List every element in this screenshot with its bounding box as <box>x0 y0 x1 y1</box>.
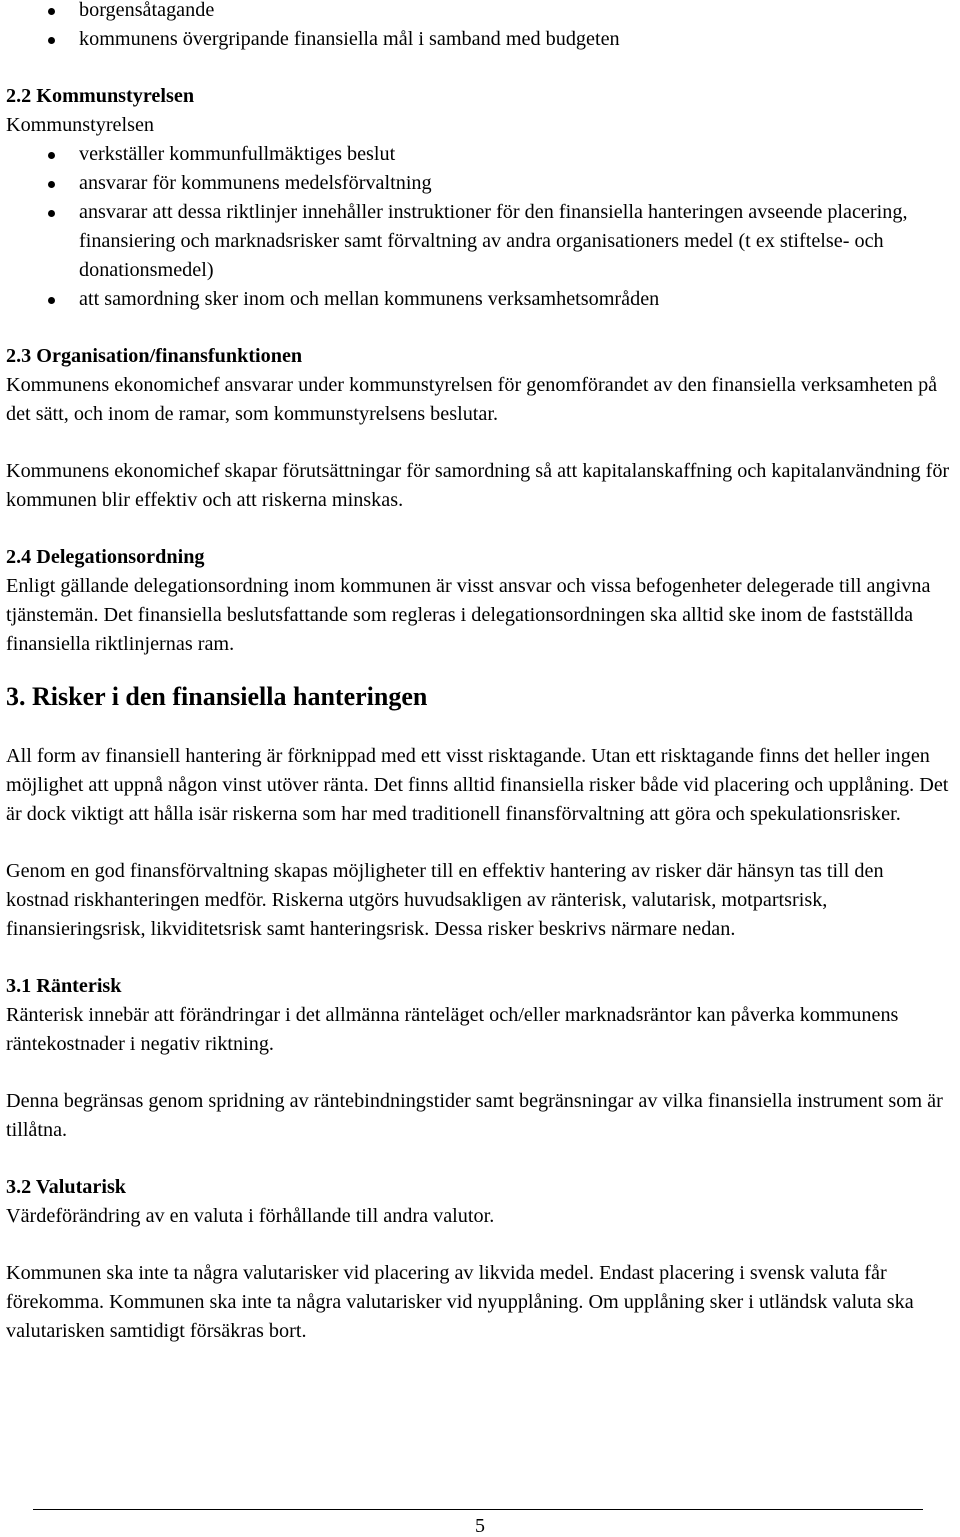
paragraph: Genom en god finansförvaltning skapas möjligheter till en effektiv hantering av risker där hänsyn tas till den kostnad riskhanteringen medför. Riskerna utgörs huvudsakligen av ränterisk, valutarisk, motpartsrisk, finansieringsrisk, likviditetsrisk samt hanteringsrisk. Dessa risker beskrivs närmare nedan. <box>6 860 884 940</box>
list-item: att samordning sker inom och mellan kommunens verksamhetsområden <box>6 285 950 314</box>
bullet-list-responsibilities <box>6 140 950 314</box>
paragraph: Kommunen ska inte ta några valutarisker vid placering av likvida medel. Endast placering i svensk valuta får förekomma. Kommunen ska inte ta några valutarisker vid nyupplåning. Om upplåning sker i utländsk valuta ska valutarisken samtidigt försäkras bort. <box>6 1262 914 1342</box>
page-number: 5 <box>475 1515 485 1537</box>
list-item: kommunens övergripande finansiella mål i samband med budgeten <box>6 25 950 54</box>
paragraph: Värdeförändring av en valuta i förhållande till andra valutor. <box>6 1205 495 1227</box>
list-item: ansvarar att dessa riktlinjer innehåller instruktioner för den finansiella hanteringen avseende placering, finansiering och marknadsrisker samt förvaltning av andra organisationers medel (t ex stiftelse- och donationsmedel) <box>6 198 950 285</box>
paragraph: Ränterisk innebär att förändringar i det allmänna ränteläget och/eller marknadsräntor kan påverka kommunens räntekostnader i negativ riktning. <box>6 1004 899 1055</box>
paragraph: Denna begränsas genom spridning av räntebindningstider samt begränsningar av vilka finansiella instrument som är tillåtna. <box>6 1090 943 1141</box>
bullet-list-top <box>6 0 950 54</box>
section-heading-2-4: 2.4 Delegationsordning <box>6 546 205 568</box>
paragraph: Kommunens ekonomichef ansvarar under kommunstyrelsen för genomförandet av den finansiella verksamheten på det sätt, och inom de ramar, som kommunstyrelsens beslutar. <box>6 374 938 425</box>
section-heading-2-3: 2.3 Organisation/finansfunktionen <box>6 345 303 367</box>
paragraph: All form av finansiell hantering är förknippad med ett visst risktagande. Utan ett risktagande finns det heller ingen möjlighet att uppnå någon vinst utöver ränta. Det finns alltid finansiella risker både vid placering och upplåning. Det är dock viktigt att hålla isär riskerna som har med traditionell finansförvaltning att göra och spekulationsrisker. <box>6 745 949 825</box>
list-item: borgensåtagande <box>6 0 950 25</box>
footer-rule <box>33 1509 923 1510</box>
section-intro: Kommunstyrelsen <box>6 114 155 136</box>
list-item: verkställer kommunfullmäktiges beslut <box>6 140 950 169</box>
paragraph: Enligt gällande delegationsordning inom kommunen är visst ansvar och vissa befogenheter delegerade till angivna tjänstemän. Det finansiella beslutsfattande som regleras i delegationsordningen ska alltid ske inom de fastställda finansiella riktlinjernas ram. <box>6 575 931 655</box>
section-heading-3-2: 3.2 Valutarisk <box>6 1176 127 1198</box>
list-item: ansvarar för kommunens medelsförvaltning <box>6 169 950 198</box>
document-page <box>6 0 950 1346</box>
paragraph: Kommunens ekonomichef skapar förutsättningar för samordning så att kapitalanskaffning och kapitalanvändning för kommunen blir effektiv och att riskerna minskas. <box>6 460 950 511</box>
section-heading-3-1: 3.1 Ränterisk <box>6 975 122 997</box>
chapter-heading-3: 3. Risker i den finansiella hanteringen <box>6 682 428 711</box>
section-heading-2-2: 2.2 Kommunstyrelsen <box>6 85 195 107</box>
